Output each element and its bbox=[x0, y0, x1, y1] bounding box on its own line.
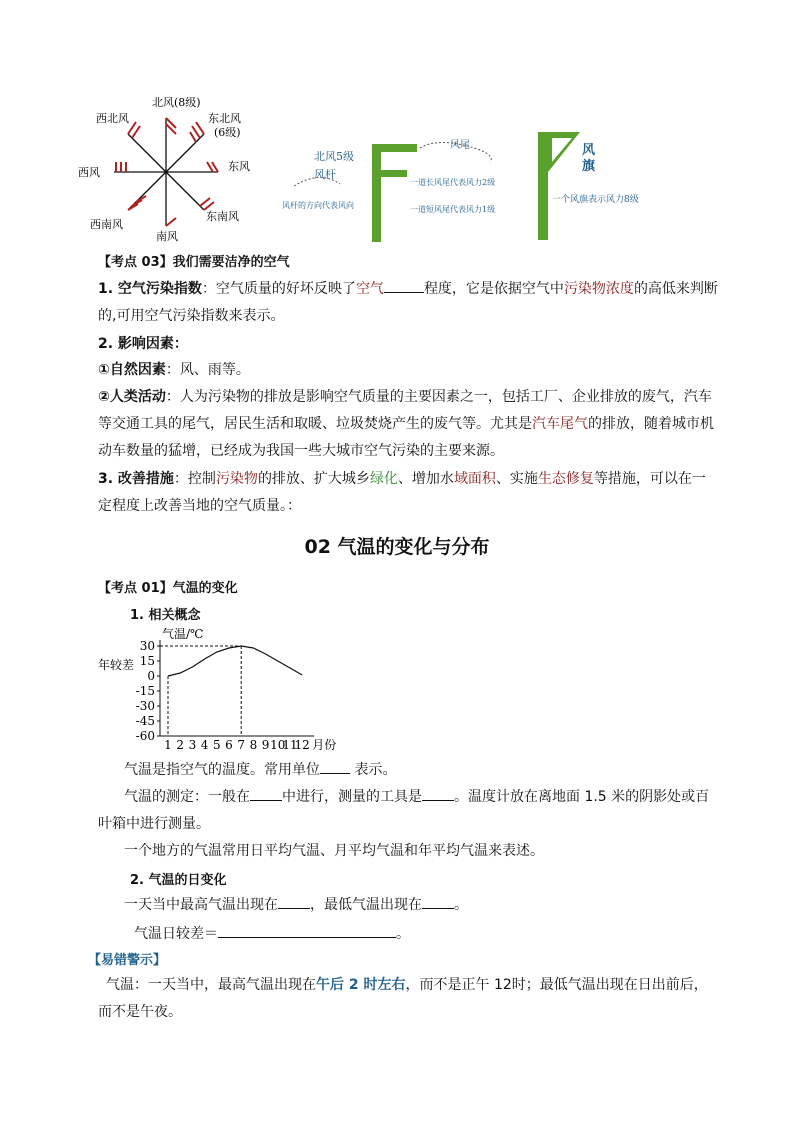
wind-rose-diagram bbox=[76, 92, 266, 242]
x-tick-label: 5 bbox=[212, 738, 221, 752]
x-tick-label: 6 bbox=[225, 738, 233, 752]
wind-rose-northwest: 西北风 bbox=[96, 112, 129, 125]
section-03-p2: 2. 影响因素： bbox=[98, 336, 188, 352]
flag-desc: 一个风旗表示风力8级 bbox=[552, 195, 639, 205]
wind-flag-diagram bbox=[280, 128, 690, 246]
flag-pole-desc: 风杆的方向代表风向 bbox=[282, 201, 354, 210]
x-tick-label: 7 bbox=[237, 738, 246, 752]
flag-char-1: 风 bbox=[582, 143, 596, 158]
x-tick-label: 9 bbox=[261, 738, 270, 752]
s1-text: 气温是指空气的温度。常用单位 bbox=[124, 762, 320, 778]
annotation-label: 年较差 bbox=[98, 658, 135, 672]
blank-input[interactable] bbox=[218, 922, 396, 938]
p4-text-b: 的排放，随着城市机动车数量的猛增，已经成为我国一些大城市空气污染的主要来源。 bbox=[98, 416, 714, 459]
subheading-concepts: 1. 相关概念 bbox=[130, 608, 201, 623]
section-03-heading: 【考点 03】我们需要洁净的空气 bbox=[98, 255, 290, 270]
blank-input[interactable] bbox=[422, 785, 454, 801]
y-tick-label: -60 bbox=[135, 729, 155, 743]
flag-north5: 北风5级 bbox=[314, 150, 354, 163]
p3-text: ：风、雨等。 bbox=[165, 362, 250, 378]
temperature-series-line bbox=[168, 646, 302, 676]
section-01-heading: 【考点 01】气温的变化 bbox=[98, 581, 238, 596]
s2-text-b: 中进行，测量的工具是 bbox=[282, 789, 422, 805]
p5-text-e: 等措施，可以在一定程度上改善当地的空气质量。： bbox=[98, 471, 706, 514]
warning-text-c: ，而不是正午 12时；最低气温出现在日出前后，而不是午夜。 bbox=[98, 977, 708, 1020]
p5-label: 3. 改善措施 bbox=[98, 471, 174, 487]
x-tick-label: 4 bbox=[200, 738, 209, 752]
p1-text-a: ：空气质量的好坏反映了 bbox=[201, 281, 356, 297]
subheading-daily-change: 2. 气温的日变化 bbox=[130, 873, 227, 888]
p4-highlight-exhaust: 汽车尾气 bbox=[532, 416, 588, 432]
p4-text-a: ：人为污染物的排放是影响空气质量的主要因素之一，包括工厂、企业排放的废气，汽车等交通工具的尾气，居民生活和取暖、垃圾焚烧产生的废气等。尤其是 bbox=[98, 389, 712, 432]
x-tick-label: 8 bbox=[249, 738, 258, 752]
warning-text bbox=[98, 972, 718, 1026]
p5-text-a: ：控制 bbox=[173, 471, 216, 487]
flag-pole-label: 风杆 bbox=[314, 168, 336, 181]
s4-text-b: ，最低气温出现在 bbox=[310, 897, 422, 913]
blank-input[interactable] bbox=[278, 893, 310, 909]
s3-line: 一个地方的气温常用日平均气温、月平均气温和年平均气温来表述。 bbox=[124, 843, 544, 859]
s5-text-a: 气温日较差＝ bbox=[134, 926, 218, 942]
p5-text-b: 的排放、扩大城乡 bbox=[257, 471, 370, 487]
y-tick-label: -30 bbox=[135, 699, 155, 713]
section-03-p4 bbox=[98, 384, 718, 465]
y-axis-label: 气温/℃ bbox=[162, 627, 204, 641]
p1-label: 1. 空气污染指数 bbox=[98, 281, 202, 297]
flag-short-tail: 一道短风尾代表风力1级 bbox=[410, 205, 496, 214]
warning-text-a: 气温：一天当中，最高气温出现在 bbox=[106, 977, 316, 993]
s2-text-a: 气温的测定：一般在 bbox=[124, 789, 250, 805]
s5-text-b: 。 bbox=[396, 926, 410, 942]
y-tick-label: -15 bbox=[135, 684, 155, 698]
chapter-title: 02 气温的变化与分布 bbox=[304, 536, 490, 558]
p1-highlight-air: 空气 bbox=[355, 281, 384, 297]
x-tick-label: 12 bbox=[294, 738, 310, 752]
s2-line bbox=[98, 784, 718, 838]
y-tick-label: -45 bbox=[135, 714, 155, 728]
s4-text-a: 一天当中最高气温出现在 bbox=[124, 897, 278, 913]
p5-highlight-2: 绿化 bbox=[369, 471, 398, 487]
p5-text-c: 、增加水 bbox=[397, 471, 454, 487]
warning-highlight: 午后 2 时左右 bbox=[316, 977, 406, 993]
wind-rose-west: 西风 bbox=[78, 166, 100, 179]
wind-rose-northeast-level: (6级) bbox=[214, 126, 241, 139]
p1-highlight-pollutant: 污染物浓度 bbox=[563, 281, 634, 297]
s4-line bbox=[124, 892, 718, 919]
s1-line bbox=[124, 757, 718, 784]
p3-label: ①自然因素 bbox=[98, 362, 166, 378]
warning-heading: 【易错警示】 bbox=[88, 953, 167, 968]
section-03-p1 bbox=[98, 276, 718, 330]
p5-text-d: 、实施 bbox=[495, 471, 538, 487]
y-tick-label: 0 bbox=[147, 669, 155, 683]
x-tick-label: 2 bbox=[176, 738, 185, 752]
flag-tail-label: 风尾 bbox=[450, 140, 470, 151]
s5-line bbox=[134, 921, 718, 948]
wind-rose-east: 东风 bbox=[228, 160, 250, 173]
x-tick-label: 3 bbox=[188, 738, 197, 752]
flag-long-tail: 一道长风尾代表风力2级 bbox=[410, 178, 496, 187]
wind-rose-southwest: 西南风 bbox=[90, 218, 123, 231]
x-axis-label: 月份 bbox=[312, 738, 337, 752]
flag-char-2: 旗 bbox=[582, 159, 596, 174]
p1-text-b: 程度，它是依据空气中 bbox=[423, 281, 564, 297]
p5-highlight-3: 域面积 bbox=[453, 471, 496, 487]
p1-text-c: 的高低来判断的,可用空气污染指数来表示。 bbox=[98, 281, 718, 324]
p5-highlight-1: 污染物 bbox=[215, 471, 258, 487]
y-tick-label: 15 bbox=[139, 654, 155, 668]
blank-input[interactable] bbox=[250, 785, 282, 801]
s1-text-b: 表示。 bbox=[354, 762, 397, 778]
x-tick-label: 10 bbox=[270, 738, 286, 752]
s2-text-c: 。温度计放在离地面 1.5 米的阴影处或百叶箱中进行测量。 bbox=[98, 789, 710, 832]
blank-input[interactable] bbox=[422, 893, 454, 909]
p4-label: ②人类活动 bbox=[98, 389, 166, 405]
blank-input[interactable] bbox=[384, 277, 424, 293]
section-03-p3 bbox=[98, 357, 718, 384]
wind-rose-southeast: 东南风 bbox=[206, 210, 239, 223]
p5-highlight-4: 生态修复 bbox=[537, 471, 594, 487]
wind-rose-north: 北风(8级) bbox=[152, 96, 201, 109]
temperature-chart bbox=[96, 624, 366, 754]
wind-rose-northeast: 东北风 bbox=[208, 112, 241, 125]
x-tick-label: 11 bbox=[282, 738, 298, 752]
y-tick-label: 30 bbox=[139, 639, 155, 653]
x-tick-label: 1 bbox=[164, 738, 172, 752]
wind-rose-south: 南风 bbox=[156, 230, 178, 242]
s4-text-c: 。 bbox=[454, 897, 468, 913]
section-03-p5 bbox=[98, 466, 718, 520]
blank-input[interactable] bbox=[320, 758, 350, 774]
